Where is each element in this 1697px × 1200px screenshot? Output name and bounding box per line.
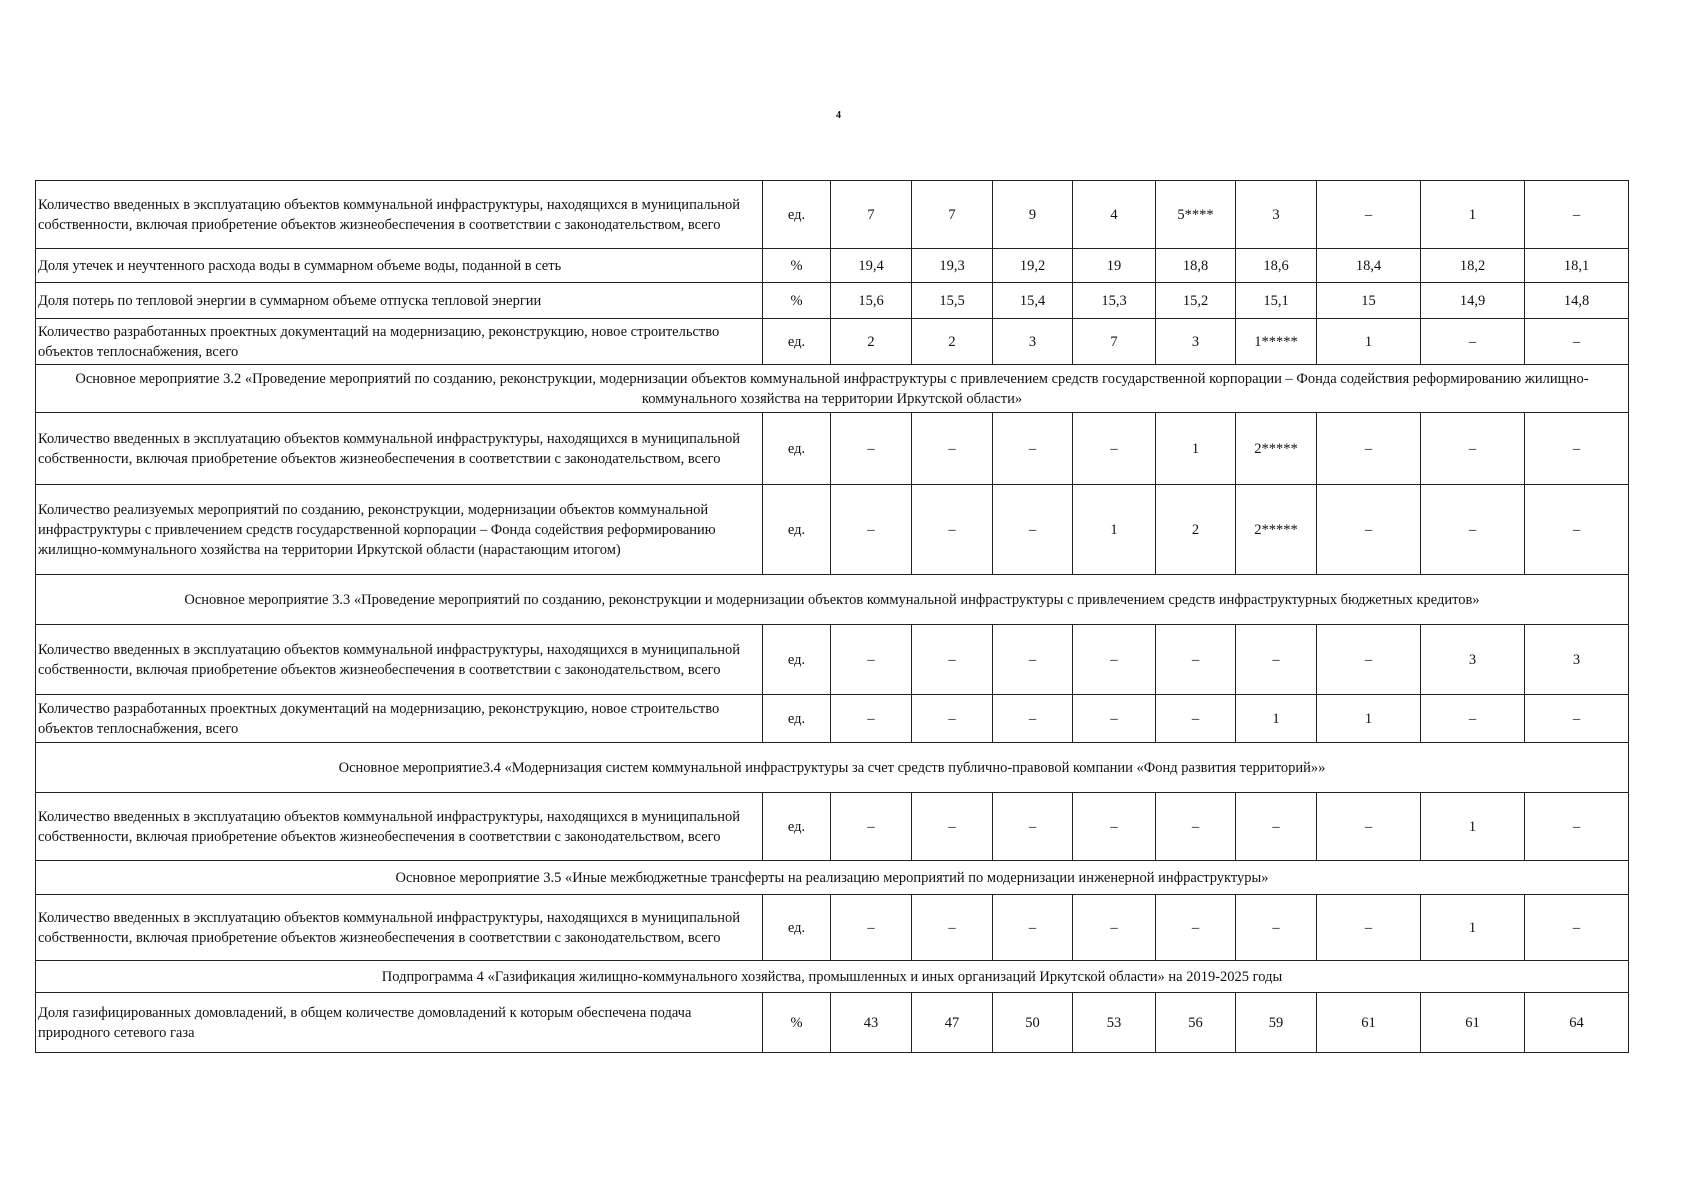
value-cell: 15,3: [1073, 283, 1156, 319]
value-cell: –: [831, 625, 912, 695]
value-cell: 2: [912, 319, 993, 365]
unit-cell: %: [763, 993, 831, 1053]
value-cell: 15: [1317, 283, 1421, 319]
value-cell: 18,4: [1317, 249, 1421, 283]
table-row: [36, 249, 1629, 283]
table-row: [36, 895, 1629, 961]
value-cell: –: [912, 485, 993, 575]
indicator-name: Количество введенных в эксплуатацию объектов коммунальной инфраструктуры, находящихся в муниципальной собственности, включая приобретение объектов жизнеобеспечения в соответствии с законодательством, всего: [36, 895, 763, 961]
value-cell: 1: [1421, 181, 1525, 249]
value-cell: 56: [1156, 993, 1236, 1053]
value-cell: 61: [1317, 993, 1421, 1053]
indicator-name: Доля потерь по тепловой энергии в суммарном объеме отпуска тепловой энергии: [36, 283, 763, 319]
value-cell: 50: [993, 993, 1073, 1053]
value-cell: –: [993, 625, 1073, 695]
section-row: [36, 575, 1629, 625]
value-cell: 15,2: [1156, 283, 1236, 319]
value-cell: –: [1073, 625, 1156, 695]
value-cell: 15,1: [1236, 283, 1317, 319]
table-row: [36, 413, 1629, 485]
unit-cell: ед.: [763, 695, 831, 743]
value-cell: –: [1156, 695, 1236, 743]
table-row: [36, 695, 1629, 743]
section-title: Основное мероприятие 3.5 «Иные межбюджетные трансферты на реализацию мероприятий по модернизации инженерной инфраструктуры»: [36, 861, 1629, 895]
value-cell: –: [1236, 793, 1317, 861]
value-cell: –: [912, 895, 993, 961]
value-cell: –: [831, 793, 912, 861]
value-cell: 64: [1525, 993, 1629, 1053]
value-cell: 19: [1073, 249, 1156, 283]
unit-cell: ед.: [763, 413, 831, 485]
value-cell: –: [1525, 793, 1629, 861]
value-cell: 18,1: [1525, 249, 1629, 283]
section-row: [36, 861, 1629, 895]
value-cell: –: [1525, 895, 1629, 961]
indicators-table: [35, 180, 1629, 1053]
value-cell: 14,9: [1421, 283, 1525, 319]
value-cell: 1: [1156, 413, 1236, 485]
value-cell: 15,5: [912, 283, 993, 319]
value-cell: –: [831, 695, 912, 743]
unit-cell: %: [763, 283, 831, 319]
section-title: Основное мероприятие 3.3 «Проведение мероприятий по созданию, реконструкции и модернизации объектов коммунальной инфраструктуры с привлечением средств инфраструктурных бюджетных кредитов»: [36, 575, 1629, 625]
value-cell: –: [1073, 413, 1156, 485]
value-cell: –: [1317, 625, 1421, 695]
value-cell: 59: [1236, 993, 1317, 1053]
value-cell: –: [1236, 625, 1317, 695]
value-cell: –: [1156, 625, 1236, 695]
value-cell: –: [1421, 413, 1525, 485]
value-cell: –: [1317, 793, 1421, 861]
value-cell: –: [1525, 695, 1629, 743]
value-cell: 9: [993, 181, 1073, 249]
section-title: Основное мероприятие3.4 «Модернизация систем коммунальной инфраструктуры за счет средств публично-правовой компании «Фонд развития территорий»»: [36, 743, 1629, 793]
value-cell: –: [831, 895, 912, 961]
value-cell: 3: [1525, 625, 1629, 695]
value-cell: –: [1317, 181, 1421, 249]
value-cell: 2*****: [1236, 413, 1317, 485]
unit-cell: ед.: [763, 485, 831, 575]
value-cell: 2: [831, 319, 912, 365]
indicator-name: Количество разработанных проектных документаций на модернизацию, реконструкцию, новое строительство объектов теплоснабжения, всего: [36, 695, 763, 743]
value-cell: 15,4: [993, 283, 1073, 319]
unit-cell: ед.: [763, 181, 831, 249]
value-cell: –: [1317, 485, 1421, 575]
value-cell: 43: [831, 993, 912, 1053]
value-cell: 19,3: [912, 249, 993, 283]
value-cell: 2*****: [1236, 485, 1317, 575]
table-row: [36, 993, 1629, 1053]
value-cell: –: [1421, 319, 1525, 365]
value-cell: –: [1421, 485, 1525, 575]
section-row: [36, 365, 1629, 413]
value-cell: –: [912, 413, 993, 485]
value-cell: 3: [993, 319, 1073, 365]
value-cell: 3: [1421, 625, 1525, 695]
page-number: 4: [836, 110, 841, 121]
value-cell: 53: [1073, 993, 1156, 1053]
section-title: Подпрограмма 4 «Газификация жилищно-коммунального хозяйства, промышленных и иных организаций Иркутской области» на 2019-2025 годы: [36, 961, 1629, 993]
value-cell: –: [912, 625, 993, 695]
value-cell: 15,6: [831, 283, 912, 319]
value-cell: –: [1073, 895, 1156, 961]
value-cell: –: [1525, 319, 1629, 365]
value-cell: –: [1073, 793, 1156, 861]
indicator-name: Количество введенных в эксплуатацию объектов коммунальной инфраструктуры, находящихся в муниципальной собственности, включая приобретение объектов жизнеобеспечения в соответствии с законодательством, всего: [36, 413, 763, 485]
value-cell: 18,8: [1156, 249, 1236, 283]
indicator-name: Количество введенных в эксплуатацию объектов коммунальной инфраструктуры, находящихся в муниципальной собственности, включая приобретение объектов жизнеобеспечения в соответствии с законодательством, всего: [36, 181, 763, 249]
section-row: [36, 961, 1629, 993]
value-cell: 19,2: [993, 249, 1073, 283]
value-cell: 1: [1236, 695, 1317, 743]
table-row: [36, 485, 1629, 575]
section-row: [36, 743, 1629, 793]
value-cell: –: [993, 413, 1073, 485]
unit-cell: ед.: [763, 895, 831, 961]
value-cell: –: [831, 485, 912, 575]
value-cell: –: [993, 695, 1073, 743]
indicator-name: Доля газифицированных домовладений, в общем количестве домовладений к которым обеспечена подача природного сетевого газа: [36, 993, 763, 1053]
value-cell: –: [993, 485, 1073, 575]
value-cell: 5****: [1156, 181, 1236, 249]
unit-cell: %: [763, 249, 831, 283]
indicator-name: Доля утечек и неучтенного расхода воды в суммарном объеме воды, поданной в сеть: [36, 249, 763, 283]
value-cell: 1: [1421, 793, 1525, 861]
value-cell: –: [1073, 695, 1156, 743]
table-row: [36, 319, 1629, 365]
value-cell: 7: [1073, 319, 1156, 365]
table-row: [36, 793, 1629, 861]
value-cell: 1: [1073, 485, 1156, 575]
value-cell: –: [1317, 413, 1421, 485]
value-cell: 1: [1317, 695, 1421, 743]
value-cell: 14,8: [1525, 283, 1629, 319]
indicator-name: Количество реализуемых мероприятий по созданию, реконструкции, модернизации объектов коммунальной инфраструктуры с привлечением средств государственной корпорации – Фонда содействия реформированию жилищно-коммунального хозяйства на территории Иркутской области (нарастающим итогом): [36, 485, 763, 575]
value-cell: 1: [1317, 319, 1421, 365]
section-title: Основное мероприятие 3.2 «Проведение мероприятий по созданию, реконструкции, модернизации объектов коммунальной инфраструктуры с привлечением средств государственной корпорации – Фонда содействия реформированию жилищно-коммунального хозяйства на территории Иркутской области»: [36, 365, 1629, 413]
value-cell: 1*****: [1236, 319, 1317, 365]
value-cell: –: [1525, 413, 1629, 485]
unit-cell: ед.: [763, 793, 831, 861]
value-cell: –: [1156, 895, 1236, 961]
table-row: [36, 283, 1629, 319]
value-cell: 1: [1421, 895, 1525, 961]
value-cell: 18,6: [1236, 249, 1317, 283]
table-body: [36, 181, 1629, 1053]
indicator-name: Количество введенных в эксплуатацию объектов коммунальной инфраструктуры, находящихся в муниципальной собственности, включая приобретение объектов жизнеобеспечения в соответствии с законодательством, всего: [36, 625, 763, 695]
unit-cell: ед.: [763, 319, 831, 365]
table-row: [36, 181, 1629, 249]
value-cell: –: [993, 793, 1073, 861]
indicator-name: Количество введенных в эксплуатацию объектов коммунальной инфраструктуры, находящихся в муниципальной собственности, включая приобретение объектов жизнеобеспечения в соответствии с законодательством, всего: [36, 793, 763, 861]
value-cell: 3: [1236, 181, 1317, 249]
unit-cell: ед.: [763, 625, 831, 695]
value-cell: –: [912, 695, 993, 743]
indicator-name: Количество разработанных проектных документаций на модернизацию, реконструкцию, новое строительство объектов теплоснабжения, всего: [36, 319, 763, 365]
value-cell: 3: [1156, 319, 1236, 365]
value-cell: –: [831, 413, 912, 485]
value-cell: –: [1156, 793, 1236, 861]
value-cell: –: [1525, 485, 1629, 575]
value-cell: –: [1317, 895, 1421, 961]
value-cell: –: [1421, 695, 1525, 743]
value-cell: 7: [831, 181, 912, 249]
value-cell: –: [1525, 181, 1629, 249]
value-cell: –: [1236, 895, 1317, 961]
value-cell: 2: [1156, 485, 1236, 575]
table-row: [36, 625, 1629, 695]
value-cell: 47: [912, 993, 993, 1053]
value-cell: 4: [1073, 181, 1156, 249]
value-cell: –: [993, 895, 1073, 961]
value-cell: 19,4: [831, 249, 912, 283]
value-cell: 7: [912, 181, 993, 249]
value-cell: 18,2: [1421, 249, 1525, 283]
value-cell: 61: [1421, 993, 1525, 1053]
value-cell: –: [912, 793, 993, 861]
